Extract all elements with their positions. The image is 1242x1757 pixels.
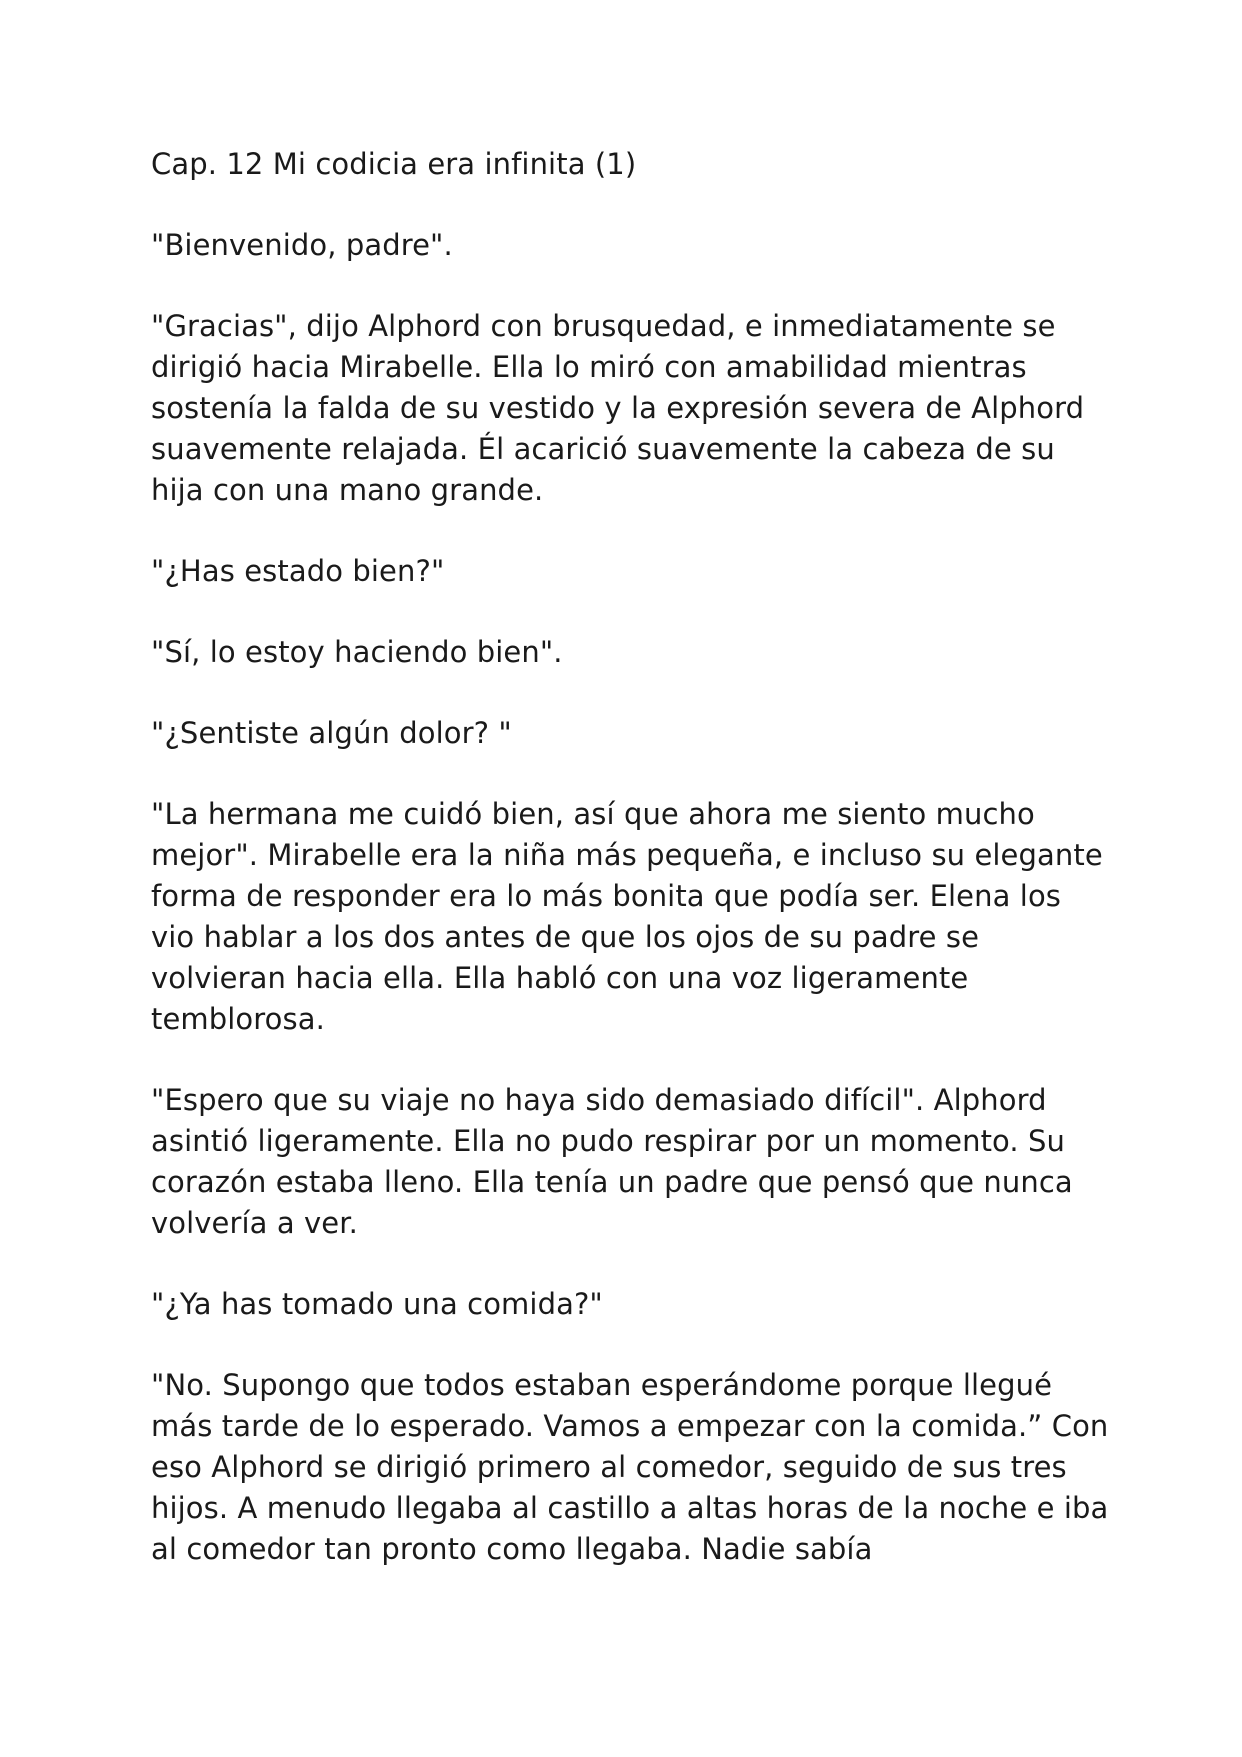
- paragraph: "No. Supongo que todos estaban esperándome porque llegué más tarde de lo esperado. Vamos a empezar con la comida.” Con eso Alphord se dirigió primero al comedor, seguido de sus tres hijos. A menudo llegaba al castillo a altas horas de la noche e iba al comedor tan pronto como llegaba. Nadie sabía: [151, 1368, 1109, 1566]
- paragraph: "Espero que su viaje no haya sido demasiado difícil". Alphord asintió ligeramente. Ella no pudo respirar por un momento. Su corazón estaba lleno. Ella tenía un padre que pensó que nunca volvería a ver.: [151, 1083, 1073, 1240]
- document-page: [151, 144, 1111, 1610]
- paragraph: "Bienvenido, padre".: [151, 228, 453, 262]
- paragraph: "Sí, lo estoy haciendo bien".: [151, 635, 563, 669]
- paragraph: "¿Sentiste algún dolor? ": [151, 716, 512, 750]
- paragraph: "¿Has estado bien?": [151, 554, 445, 588]
- paragraph: "¿Ya has tomado una comida?": [151, 1287, 603, 1321]
- chapter-title: Cap. 12 Mi codicia era infinita (1): [151, 147, 637, 181]
- paragraph: "Gracias", dijo Alphord con brusquedad, e inmediatamente se dirigió hacia Mirabelle. Ella lo miró con amabilidad mientras sostenía la falda de su vestido y la expresión severa de Alphord suavemente relajada. Él acarició suavemente la cabeza de su hija con una mano grande.: [151, 309, 1085, 507]
- paragraph: "La hermana me cuidó bien, así que ahora me siento mucho mejor". Mirabelle era la niña más pequeña, e incluso su elegante forma de responder era lo más bonita que podía ser. Elena los vio hablar a los dos antes de que los ojos de su padre se volvieran hacia ella. Ella habló con una voz ligeramente temblorosa.: [151, 797, 1103, 1036]
